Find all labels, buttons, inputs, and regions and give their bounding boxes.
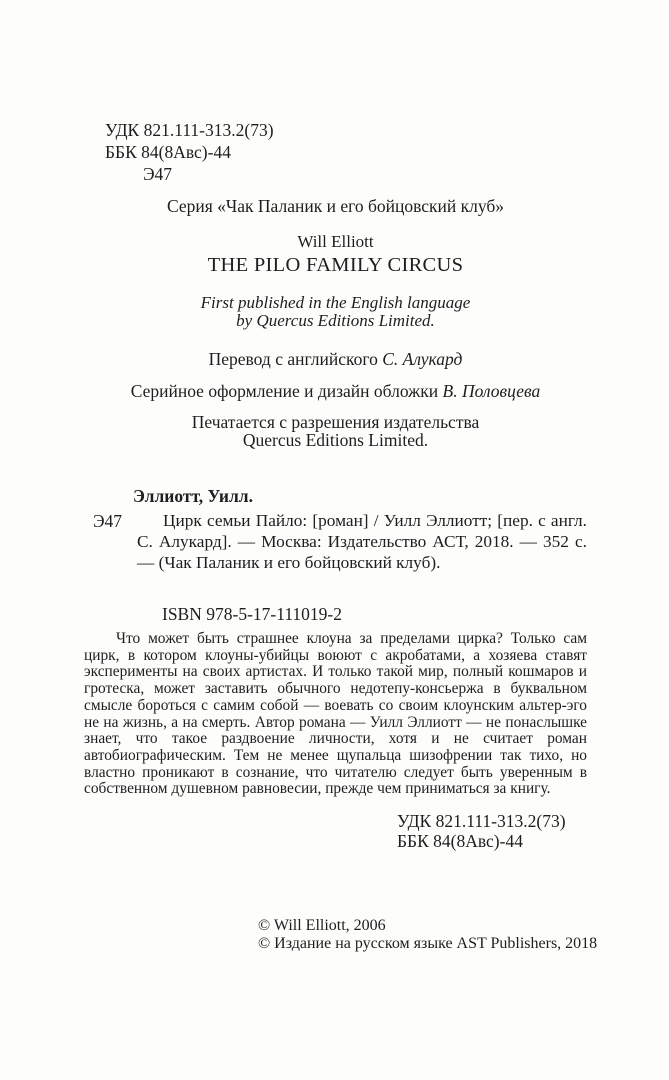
first-published-note (84, 294, 587, 329)
translator-name: С. Алукард (382, 349, 463, 369)
design-credit (84, 381, 587, 402)
first-published-line-2: by Quercus Editions Limited. (236, 310, 435, 330)
author-sign-top: Э47 (143, 164, 173, 184)
classification-codes-bottom (397, 811, 566, 851)
permission-line-2: Quercus Editions Limited. (242, 429, 429, 450)
bbk-code-bottom: ББК 84(8Авс)-44 (397, 831, 523, 851)
permission-note (84, 414, 587, 449)
catalog-card-record: Цирк семьи Пайло: [роман] / Уилл Эллиотт; [пер. с англ. С. Алукард]. — Москва: Издательство АСТ, 2018. — 352 с. — (Чак Паланик и его бойцовский клуб). (137, 511, 587, 572)
udk-code-bottom: УДК 821.111-313.2(73) (397, 811, 566, 831)
isbn: ISBN 978-5-17-111019-2 (162, 604, 343, 624)
book-annotation: Что может быть страшнее клоуна за пределами цирка? Только сам цирк, в котором клоуны-убийцы воюют с акробатами, а хозяева ставят эксперименты на своих артистах. И только такой мир, полный кошмаров и гротеска, может заставить обычного недотепу-консьержа в буквальном смысле бороться с самим собой — воевать со своим клоунским альтер-эго не на жизнь, а на смерть. Автор романа — Уилл Эллиотт — не понаслышке знает, что такое раздвоение личности, хотя и не считает роман автобиографическим. Тем не менее щупальца шизофрении так тихо, но властно проникают в сознание, что читателю следует быть уверенным в собственном душевном равновесии, прежде чем приниматься за книгу. (84, 630, 587, 798)
catalog-card-author: Эллиотт, Уилл. (133, 486, 254, 506)
catalog-card-sign: Э47 (93, 511, 123, 531)
original-title: THE PILO FAMILY CIRCUS (207, 254, 464, 276)
copyright-block (258, 917, 597, 952)
permission-line-1: Печатается с разрешения издательства (191, 412, 480, 432)
original-author: Will Elliott (297, 232, 374, 251)
first-published-line-1: First published in the English language (200, 293, 471, 312)
classification-codes-top (105, 119, 274, 185)
series-title: Серия «Чак Паланик и его бойцовский клуб» (166, 196, 505, 216)
designer-name: В. Половцева (442, 381, 541, 401)
copyright-line-publisher: © Издание на русском языке AST Publishers, 2018 (258, 934, 598, 952)
design-credit-label: Серийное оформление и дизайн обложки (130, 381, 443, 401)
copyright-line-author: © Will Elliott, 2006 (258, 917, 386, 934)
translation-credit-label: Перевод с английского (208, 349, 383, 369)
udk-code-top: УДК 821.111-313.2(73) (105, 120, 274, 140)
bbk-code-top: ББК 84(8Авс)-44 (105, 142, 231, 162)
translation-credit (84, 349, 587, 370)
